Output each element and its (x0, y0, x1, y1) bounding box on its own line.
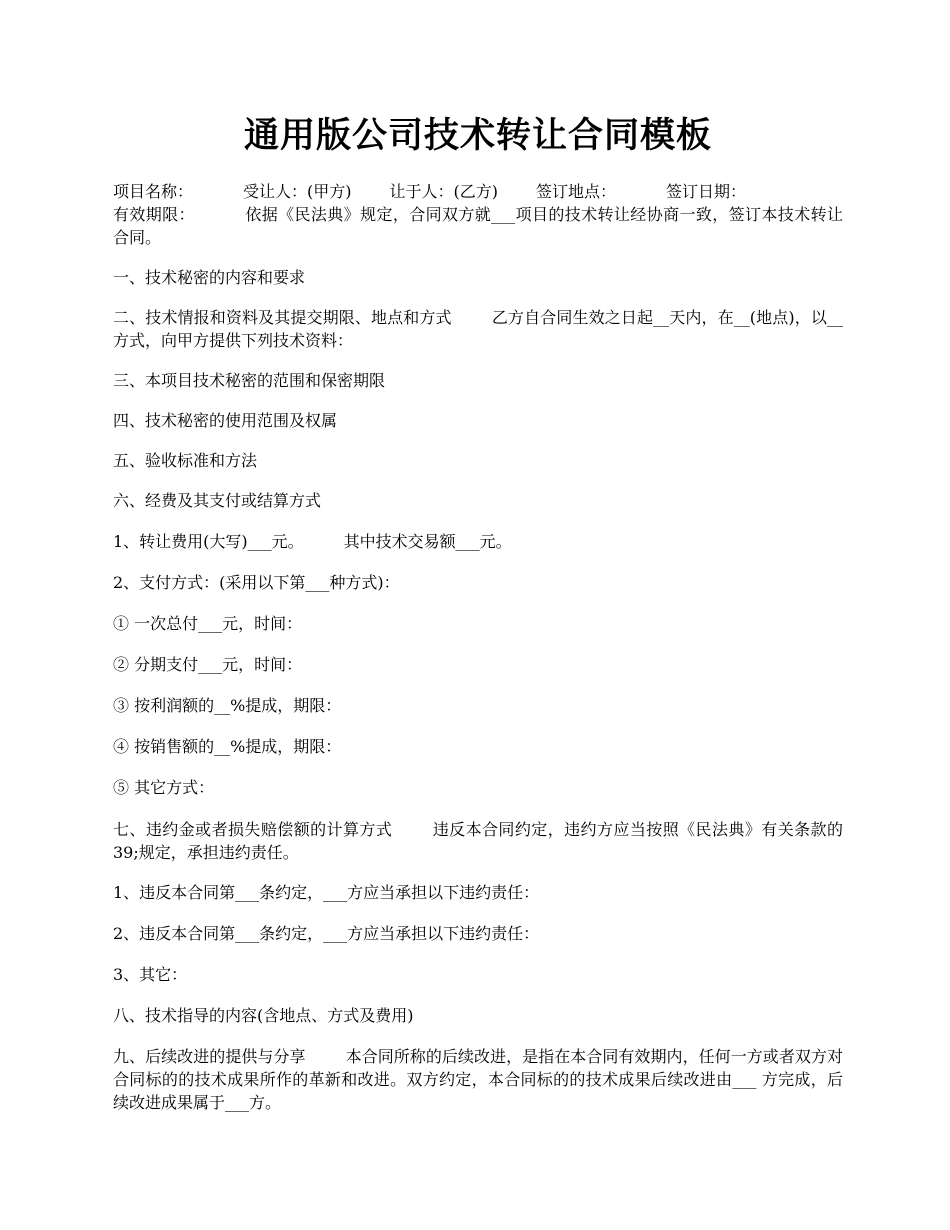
section-7-item-2: 2、违反本合同第___条约定，___方应当承担以下违约责任： (113, 924, 540, 943)
section-7-item-3: 3、其它： (113, 965, 188, 984)
sign-place-label: 签订地点： (536, 182, 617, 201)
sign-date-label: 签订日期： (666, 182, 747, 201)
payment-option-1: ① 一次总付___元，时间： (113, 614, 303, 633)
payment-option-4: ④ 按销售额的__%提成，期限： (113, 737, 342, 756)
section-7-item-1: 1、违反本合同第___条约定，___方应当承担以下违约责任： (113, 883, 540, 902)
section-4-heading: 四、技术秘密的使用范围及权属 (113, 411, 338, 430)
section-8-heading: 八、技术指导的内容(含地点、方式及费用) (113, 1006, 414, 1025)
section-7-heading: 七、违约金或者损失赔偿额的计算方式 (113, 820, 393, 839)
section-7-body: 违反本合同约定，违约方应当按照《民法典》有关条款的39;规定，承担违约责任。 (113, 820, 843, 862)
section-2-body: 乙方自合同生效之日起__天内，在__(地点)，以__方式，向甲方提供下列技术资料： (113, 308, 843, 350)
section-5-heading: 五、验收标准和方法 (113, 451, 258, 470)
trade-amount-text: 其中技术交易额___元。 (343, 532, 512, 551)
section-1-heading: 一、技术秘密的内容和要求 (113, 268, 306, 287)
section-2 (113, 306, 843, 352)
payment-option-3: ③ 按利润额的__%提成，期限： (113, 696, 342, 715)
section-7 (113, 818, 843, 864)
section-9 (113, 1045, 843, 1114)
section-6-heading: 六、经费及其支付或结算方式 (113, 491, 322, 510)
transfer-fee-text: 1、转让费用(大写)___元。 (113, 532, 304, 551)
section-6-item-2: 2、支付方式：(采用以下第___种方式)： (113, 573, 400, 592)
section-2-heading: 二、技术情报和资料及其提交期限、地点和方式 (113, 308, 452, 327)
payment-option-2: ② 分期支付___元，时间： (113, 655, 303, 674)
section-3-heading: 三、本项目技术秘密的范围和保密期限 (113, 371, 386, 390)
validity-label: 有效期限： (113, 205, 195, 224)
project-name-label: 项目名称： (113, 182, 194, 201)
assignee-label: 受让人：(甲方) (243, 182, 352, 201)
section-9-body: 本合同所称的后续改进，是指在本合同有效期内，任何一方或者双方对合同标的的技术成果所作的革新和改进。双方约定，本合同标的的技术成果后续改进由___ 方完成，后续改进成果属于___方。 (113, 1047, 843, 1112)
section-6-item-1 (113, 530, 843, 553)
section-9-heading: 九、后续改进的提供与分享 (113, 1047, 306, 1066)
header-block (113, 180, 843, 249)
intro-text: 依据《民法典》规定，合同双方就___项目的技术转让经协商一致，签订本技术转让合同。 (113, 205, 843, 247)
assignor-label: 让于人：(乙方) (389, 182, 499, 201)
document-title: 通用版公司技术转让合同模板 (243, 115, 712, 156)
payment-option-5: ⑤ 其它方式： (113, 778, 215, 797)
